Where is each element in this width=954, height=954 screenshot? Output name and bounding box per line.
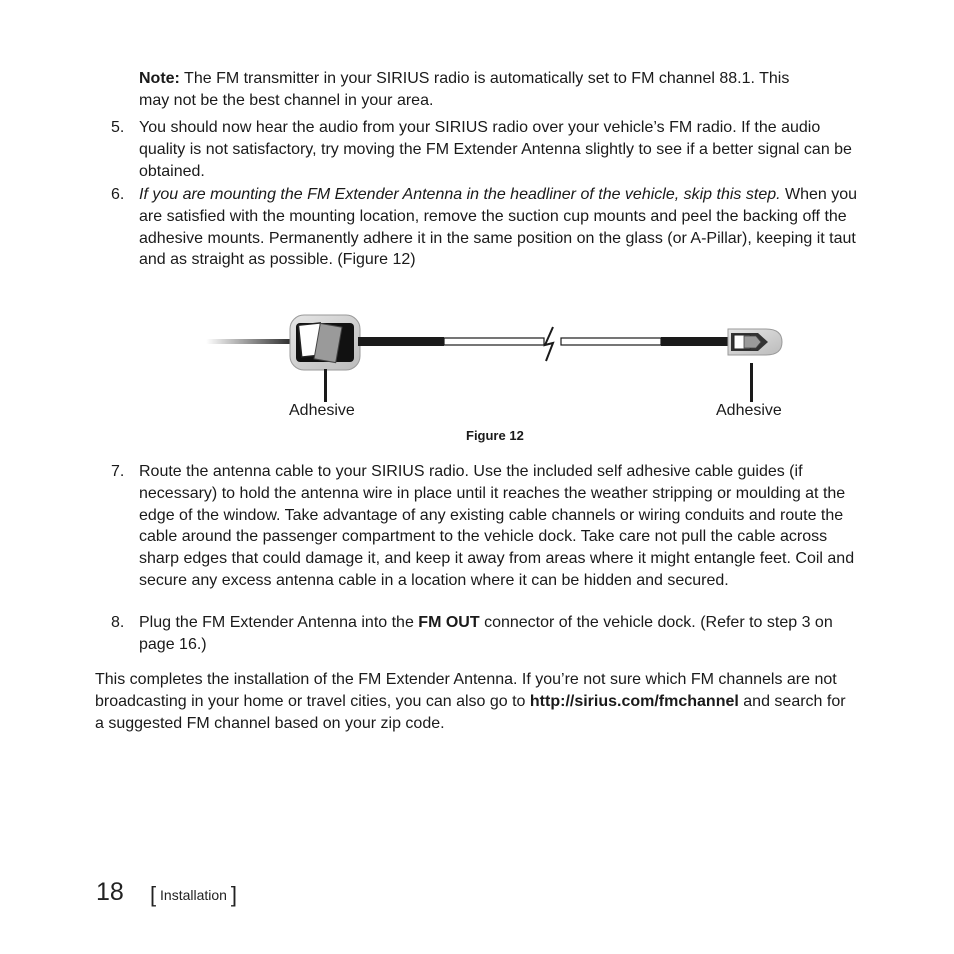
- section-name: Installation: [160, 887, 227, 903]
- cable-break-icon: [545, 327, 553, 361]
- cable-segment: [661, 337, 733, 346]
- note-text: The FM transmitter in your SIRIUS radio is automatically set to FM channel 88.1. This may not be the best channel in your area.: [139, 70, 790, 109]
- list-item-italic: If you are mounting the FM Extender Antenna in the headliner of the vehicle, skip this step.: [139, 186, 781, 203]
- closing-pre: This completes the installation of the FM Extender Antenna. If you’re not sure which FM channels are not broadcasting in your home or travel cities, you can also go to: [95, 671, 837, 710]
- figure-caption: Figure 12: [466, 428, 524, 443]
- adhesive-label-right: Adhesive: [716, 402, 782, 419]
- right-adhesive-mount: [728, 329, 782, 355]
- label-leader-line: [750, 363, 753, 402]
- cable-left: [206, 339, 296, 344]
- fmchannel-link[interactable]: http://sirius.com/fmchannel: [529, 692, 739, 710]
- list-item-number: 7.: [111, 463, 125, 480]
- list-item-rest: When you are satisfied with the mounting location, remove the suction cup mounts and peel the backing off the adhesive mounts. Permanently adhere it in the same position on the glass (or A-Pillar), keeping it taut and as straight as possible. (Figure 12): [139, 186, 858, 269]
- fm-out-label: FM OUT: [418, 614, 480, 631]
- cable-segment: [358, 337, 444, 346]
- note-label: Note:: [139, 70, 180, 87]
- list-item-text: Route the antenna cable to your SIRIUS radio. Use the included self adhesive cable guides (if necessary) to hold the antenna wire in place until it reaches the weather stripping or moulding at the edge of the window. Take advantage of any existing cable channels or wiring conduits and route the cable around the passenger compartment to the vehicle dock. Take care not pull the cable across sharp edges that could damage it, and keep it away from areas where it might entangle feet. Coil and secure any excess antenna cable in a location where it can be hidden and secured.: [139, 463, 855, 589]
- list-item-number: 8.: [111, 614, 125, 631]
- cable-segment: [561, 338, 661, 345]
- note-paragraph: [139, 68, 819, 112]
- label-leader-line: [324, 369, 327, 402]
- adhesive-label-left: Adhesive: [289, 402, 355, 419]
- cable-segment: [444, 338, 544, 345]
- list-item-pre: Plug the FM Extender Antenna into the: [139, 614, 419, 631]
- left-adhesive-mount: [290, 315, 360, 370]
- closing-post: and search for a suggested FM channel based on your zip code.: [95, 692, 846, 732]
- bracket-close: ]: [230, 882, 237, 907]
- closing-paragraph: [95, 669, 855, 734]
- list-item-number: 5.: [111, 119, 125, 136]
- list-item-number: 6.: [111, 186, 125, 203]
- list-item-text: [139, 612, 864, 656]
- list-item-text: You should now hear the audio from your SIRIUS radio over your vehicle’s FM radio. If the audio quality is not satisfactory, try moving the FM Extender Antenna slightly to see if a better signal can be obtained.: [139, 119, 852, 180]
- page-number: 18: [96, 878, 124, 906]
- bracket-open: [: [150, 882, 157, 907]
- list-item-post: connector of the vehicle dock. (Refer to step 3 on page 16.): [139, 614, 833, 653]
- section-label: [150, 882, 237, 908]
- list-item-text: [139, 184, 864, 271]
